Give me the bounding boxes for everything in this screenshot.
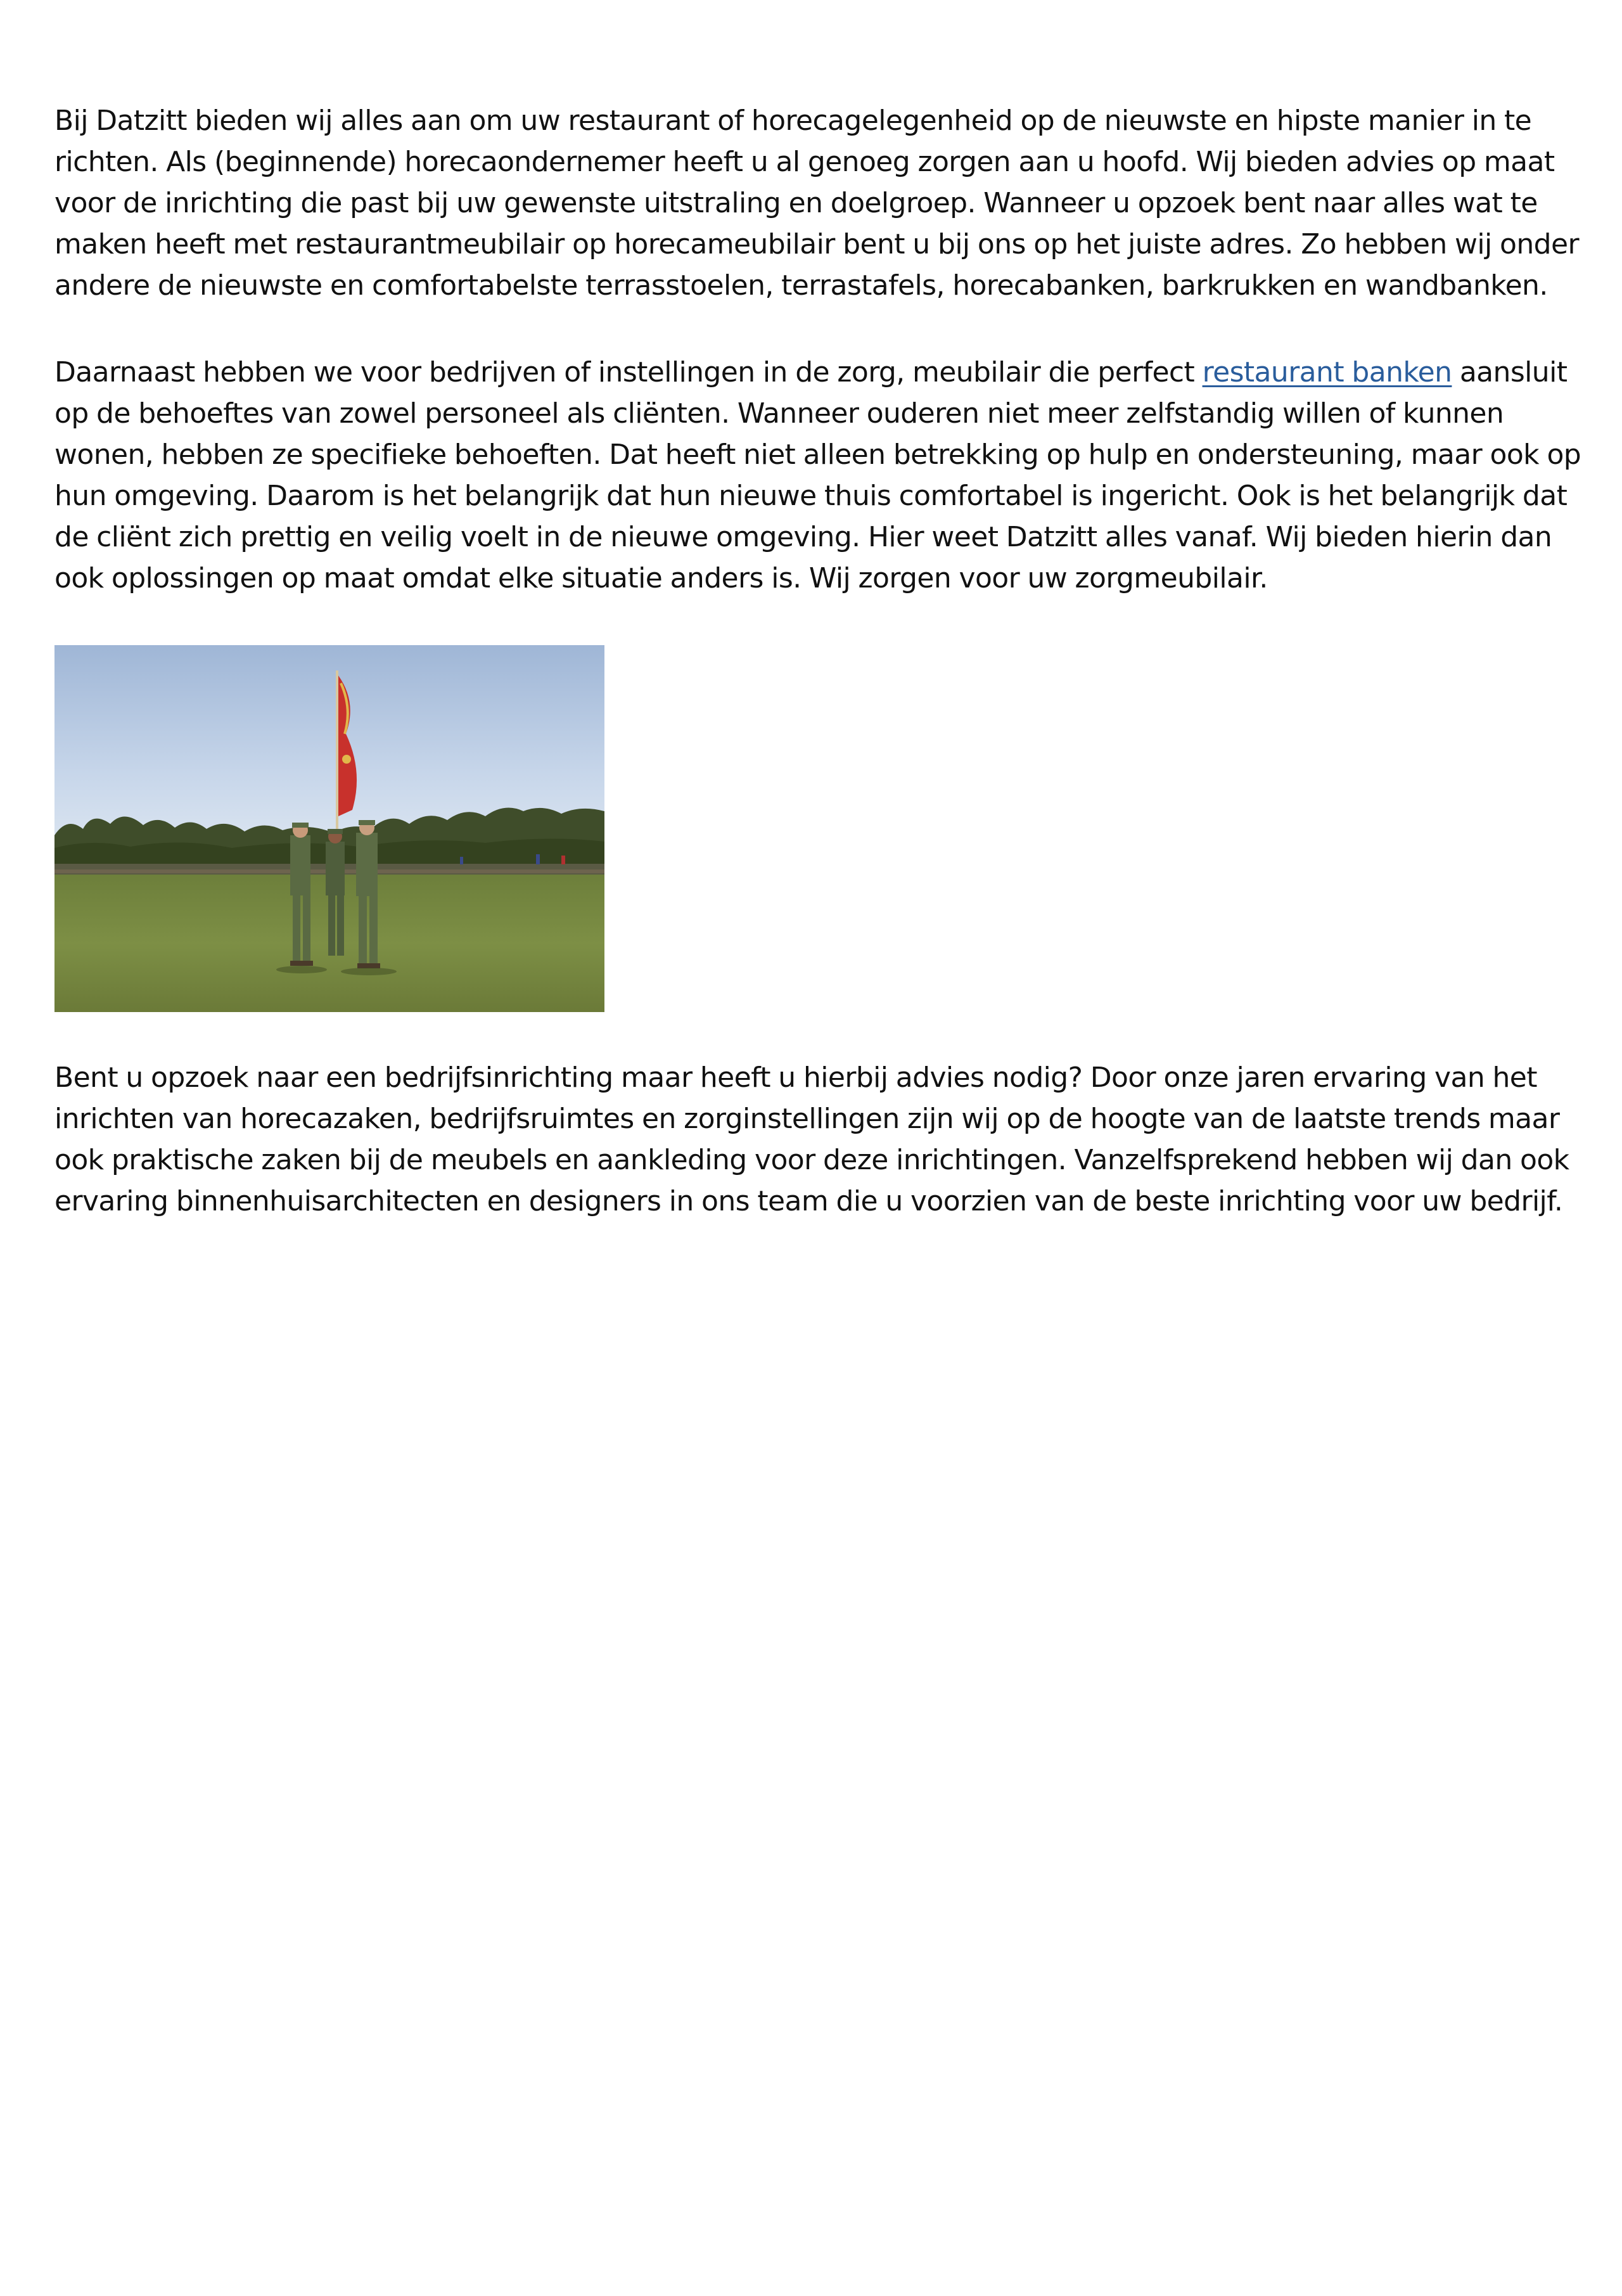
- care-paragraph-text-after: aansluit op de behoeftes van zowel personeel als cliënten. Wanneer ouderen niet meer zelfstandig willen of kunnen wonen, hebben ze specifieke behoeften. Dat heeft niet alleen betrekking op hulp en ondersteuning, maar ook op hun omgeving. Daarom is het belangrijk dat hun nieuwe thuis comfortabel is ingericht. Ook is het belangrijk dat de cliënt zich prettig en veilig voelt in de nieuwe omgeving. Hier weet Datzitt alles vanaf. Wij bieden hierin dan ook oplossingen op maat omdat elke situatie anders is. Wij zorgen voor uw zorgmeubilair.: [54, 356, 1581, 594]
- ceremony-photo: [54, 645, 604, 1012]
- care-paragraph: [54, 352, 1588, 599]
- care-paragraph-text-before: Daarnaast hebben we voor bedrijven of instellingen in de zorg, meubilair die perfect: [54, 356, 1203, 388]
- advice-paragraph: Bent u opzoek naar een bedrijfsinrichting maar heeft u hierbij advies nodig? Door onze jaren ervaring van het inrichten van horecazaken, bedrijfsruimtes en zorginstellingen zijn wij op de hoogte van de laatste trends maar ook praktische zaken bij de meubels en aankleding voor deze inrichtingen. Vanzelfsprekend hebben wij dan ook ervaring binnenhuisarchitecten en designers in ons team die u voorzien van de beste inrichting voor uw bedrijf.: [54, 1061, 1569, 1217]
- restaurant-banken-link[interactable]: restaurant banken: [1202, 356, 1452, 388]
- ceremony-photo-image: [54, 645, 604, 1012]
- document-page: [54, 100, 1588, 1217]
- intro-paragraph: Bij Datzitt bieden wij alles aan om uw restaurant of horecagelegenheid op de nieuwste en hipste manier in te richten. Als (beginnende) horecaondernemer heeft u al genoeg zorgen aan u hoofd. Wij bieden advies op maat voor de inrichting die past bij uw gewenste uitstraling en doelgroep. Wanneer u opzoek bent naar alles wat te maken heeft met restaurantmeubilair op horecameubilair bent u bij ons op het juiste adres. Zo hebben wij onder andere de nieuwste en comfortabelste terrasstoelen, terrastafels, horecabanken, barkrukken en wandbanken.: [54, 105, 1579, 302]
